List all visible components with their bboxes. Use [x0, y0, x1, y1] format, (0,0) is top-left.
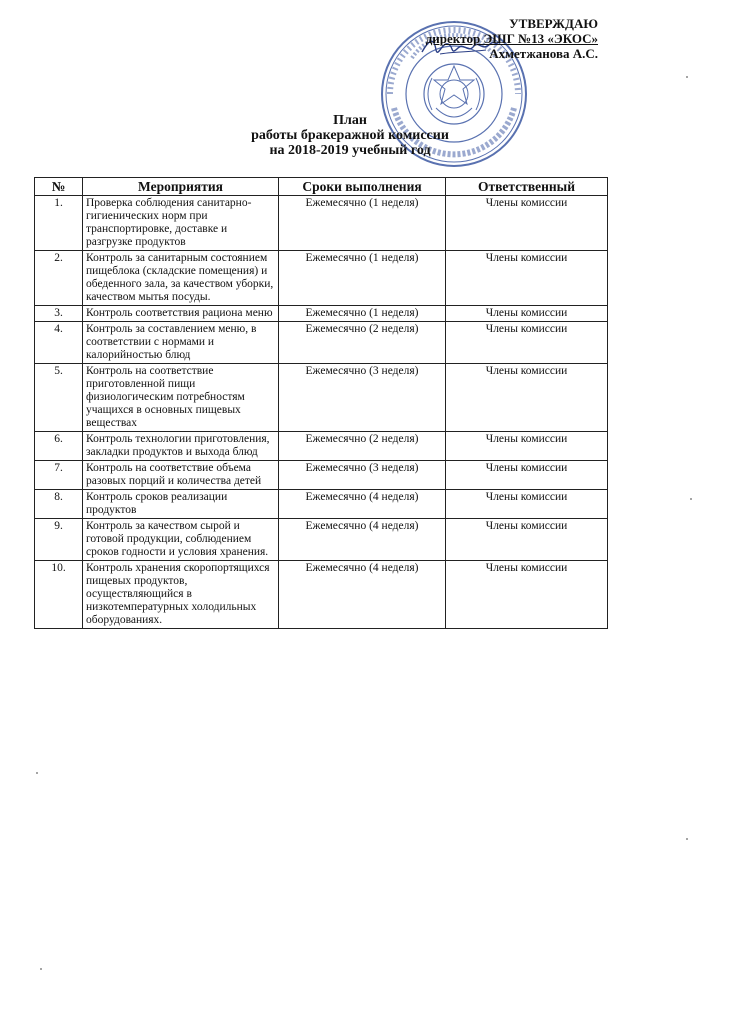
row-number: 8. — [35, 490, 83, 519]
approval-heading: УТВЕРЖДАЮ — [509, 16, 598, 31]
row-activity: Контроль на соответствие приготовленной пищи физиологическим потребностям учащихся в основных пищевых веществах — [83, 364, 279, 432]
row-activity: Контроль хранения скоропортящихся пищевых продуктов, осуществляющийся в низкотемпературных холодильных оборудованиях. — [83, 561, 279, 629]
row-deadline: Ежемесячно (4 неделя) — [279, 561, 446, 629]
title-line-1: План — [333, 113, 367, 128]
row-number: 6. — [35, 432, 83, 461]
row-number: 2. — [35, 251, 83, 306]
header-deadline: Сроки выполнения — [279, 178, 446, 196]
table-row — [35, 322, 608, 364]
row-deadline: Ежемесячно (3 неделя) — [279, 364, 446, 432]
row-responsible: Члены комиссии — [446, 561, 608, 629]
row-activity: Контроль за санитарным состоянием пищеблока (складские помещения) и обеденного зала, за качеством уборки, качеством мытья посуды. — [83, 251, 279, 306]
row-activity: Контроль соответствия рациона меню — [83, 306, 279, 322]
scan-speck — [36, 772, 38, 774]
row-number: 1. — [35, 196, 83, 251]
row-activity: Контроль на соответствие объема разовых порций и количества детей — [83, 461, 279, 490]
scan-speck — [686, 838, 688, 840]
row-deadline: Ежемесячно (1 неделя) — [279, 306, 446, 322]
row-responsible: Члены комиссии — [446, 519, 608, 561]
approval-name: Ахметжанова А.С. — [489, 46, 598, 61]
row-deadline: Ежемесячно (4 неделя) — [279, 490, 446, 519]
approval-position: директор ЭШГ №13 «ЭКОС» — [425, 31, 598, 46]
header-number: № — [35, 178, 83, 196]
table-row — [35, 490, 608, 519]
row-responsible: Члены комиссии — [446, 251, 608, 306]
row-responsible: Члены комиссии — [446, 432, 608, 461]
scan-speck — [40, 968, 42, 970]
table-row — [35, 561, 608, 629]
row-responsible: Члены комиссии — [446, 322, 608, 364]
row-responsible: Члены комиссии — [446, 461, 608, 490]
header-responsible: Ответственный — [446, 178, 608, 196]
scan-speck — [690, 498, 692, 500]
row-activity: Проверка соблюдения санитарно-гигиенических норм при транспортировке, доставке и разгрузке продуктов — [83, 196, 279, 251]
row-activity: Контроль сроков реализации продуктов — [83, 490, 279, 519]
row-number: 7. — [35, 461, 83, 490]
table-row — [35, 251, 608, 306]
table-header-row — [35, 178, 608, 196]
row-deadline: Ежемесячно (3 неделя) — [279, 461, 446, 490]
row-responsible: Члены комиссии — [446, 490, 608, 519]
row-responsible: Члены комиссии — [446, 364, 608, 432]
approval-block — [398, 16, 598, 61]
header-activity: Мероприятия — [83, 178, 279, 196]
row-deadline: Ежемесячно (1 неделя) — [279, 196, 446, 251]
table-row — [35, 432, 608, 461]
row-number: 10. — [35, 561, 83, 629]
row-responsible: Члены комиссии — [446, 306, 608, 322]
document-title — [240, 113, 460, 158]
table-row — [35, 364, 608, 432]
table-row — [35, 461, 608, 490]
row-activity: Контроль за составлением меню, в соответствии с нормами и калорийностью блюд — [83, 322, 279, 364]
row-responsible: Члены комиссии — [446, 196, 608, 251]
scan-speck — [686, 76, 688, 78]
plan-table — [34, 177, 608, 629]
row-number: 5. — [35, 364, 83, 432]
table-row — [35, 519, 608, 561]
row-activity: Контроль за качеством сырой и готовой продукции, соблюдением сроков годности и условия хранения. — [83, 519, 279, 561]
title-line-3: на 2018-2019 учебный год — [269, 143, 431, 158]
title-line-2: работы бракеражной комиссии — [251, 128, 449, 143]
row-deadline: Ежемесячно (4 неделя) — [279, 519, 446, 561]
row-deadline: Ежемесячно (1 неделя) — [279, 251, 446, 306]
row-number: 9. — [35, 519, 83, 561]
table-row — [35, 196, 608, 251]
row-number: 3. — [35, 306, 83, 322]
row-activity: Контроль технологии приготовления, закладки продуктов и выхода блюд — [83, 432, 279, 461]
row-deadline: Ежемесячно (2 неделя) — [279, 322, 446, 364]
table-row — [35, 306, 608, 322]
row-number: 4. — [35, 322, 83, 364]
row-deadline: Ежемесячно (2 неделя) — [279, 432, 446, 461]
